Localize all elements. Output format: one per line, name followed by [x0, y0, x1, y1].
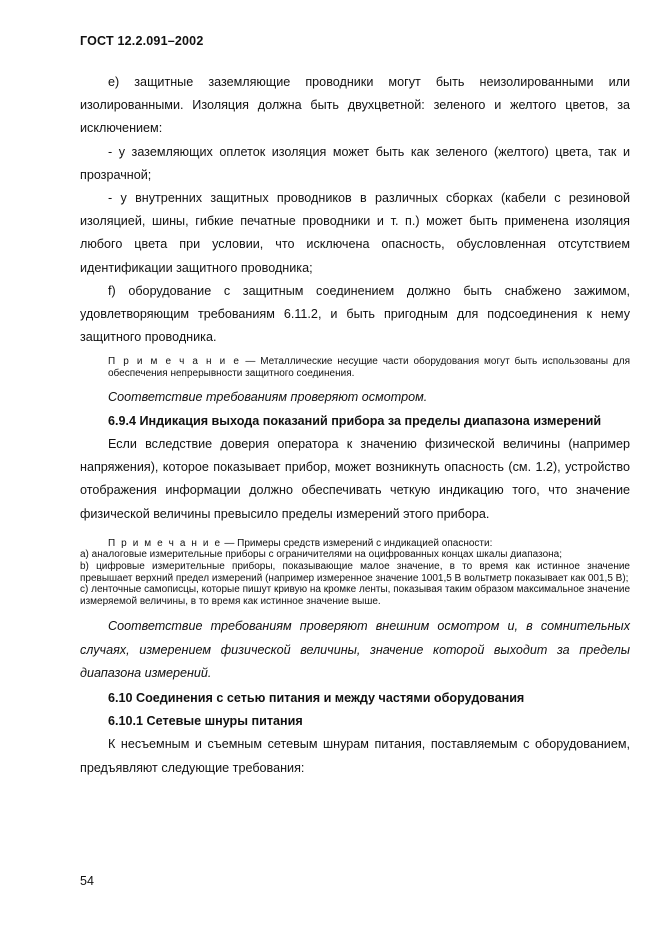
paragraph-f: f) оборудование с защитным соединением должно быть снабжено зажимом, удовлетворяющим требованиям 6.11.2, и быть пригодным для подсоединения к нему защитного проводника. [80, 283, 630, 345]
page-number: 54 [80, 874, 94, 888]
note-2-item-b: b) цифровые измерительные приборы, показывающие малое значение, в то время как истинное значение превышает верхний предел измерений (например измеренное значение 1001,5 В вольтметр показывает как 001,5 В); [80, 561, 630, 584]
note-2 [80, 538, 630, 608]
paragraph-6-10-1: К несъемным и съемным сетевым шнурам питания, поставляемым с оборудованием, предъявляют следующие требования: [80, 737, 630, 775]
page-body [80, 71, 630, 780]
note-2-label: П р и м е ч а н и е [108, 537, 222, 549]
compliance-check-1: Соответствие требованиям проверяют осмотром. [108, 389, 428, 404]
section-heading-6-9-4: 6.9.4 Индикация выхода показаний прибора за пределы диапазона измерений [108, 413, 602, 428]
section-heading-6-10-1: 6.10.1 Сетевые шнуры питания [108, 714, 303, 729]
list-item-internal-conductors: - у внутренних защитных проводников в различных сборках (кабели с резиновой изоляцией, шины, гибкие печатные проводники и т. п.) может быть применена изоляция любого цвета при условии, что исключена опасность, обусловленная отсутствием идентификации защитного проводника; [80, 191, 630, 275]
note-2-item-a: а) аналоговые измерительные приборы с ограничителями на оцифрованных концах шкалы диапазона; [80, 549, 563, 561]
note-2-item-c: с) ленточные самописцы, которые пишут кривую на кромке ленты, показывая таким образом максимальное значение измеряемой величины, в то время как истинное значение выше. [80, 584, 630, 607]
note-1-text: — Металлические несущие части оборудования могут быть использованы для обеспечения непрерывности защитного соединения. [108, 356, 630, 380]
compliance-check-2: Соответствие требованиям проверяют внешним осмотром и, в сомнительных случаях, измерением физической величины, значение которой выходит за пределы диапазона измерений. [80, 619, 630, 680]
note-2-head: — Примеры средств измерений с индикацией опасности: [221, 537, 493, 549]
paragraph-e: e) защитные заземляющие проводники могут быть неизолированными или изолированными. Изоляция должна быть двухцветной: зеленого и желтого цветов, за исключением: [80, 75, 630, 136]
document-code-header: ГОСТ 12.2.091–2002 [80, 34, 204, 48]
note-1 [80, 356, 630, 379]
paragraph-6-9-4: Если вследствие доверия оператора к значению физической величины (например напряжения), которое показывает прибор, может возникнуть опасность (см. 1.2), устройство отображения информации должно обеспечивать четкую индикацию того, что значение физической величины превысило пределы измерений этого прибора. [80, 437, 630, 521]
list-item-grounding-braid: - у заземляющих оплеток изоляция может быть как зеленого (желтого) цвета, так и прозрачной; [80, 144, 630, 182]
section-heading-6-10: 6.10 Соединения с сетью питания и между частями оборудования [108, 691, 525, 706]
note-1-label: П р и м е ч а н и е [108, 356, 241, 368]
